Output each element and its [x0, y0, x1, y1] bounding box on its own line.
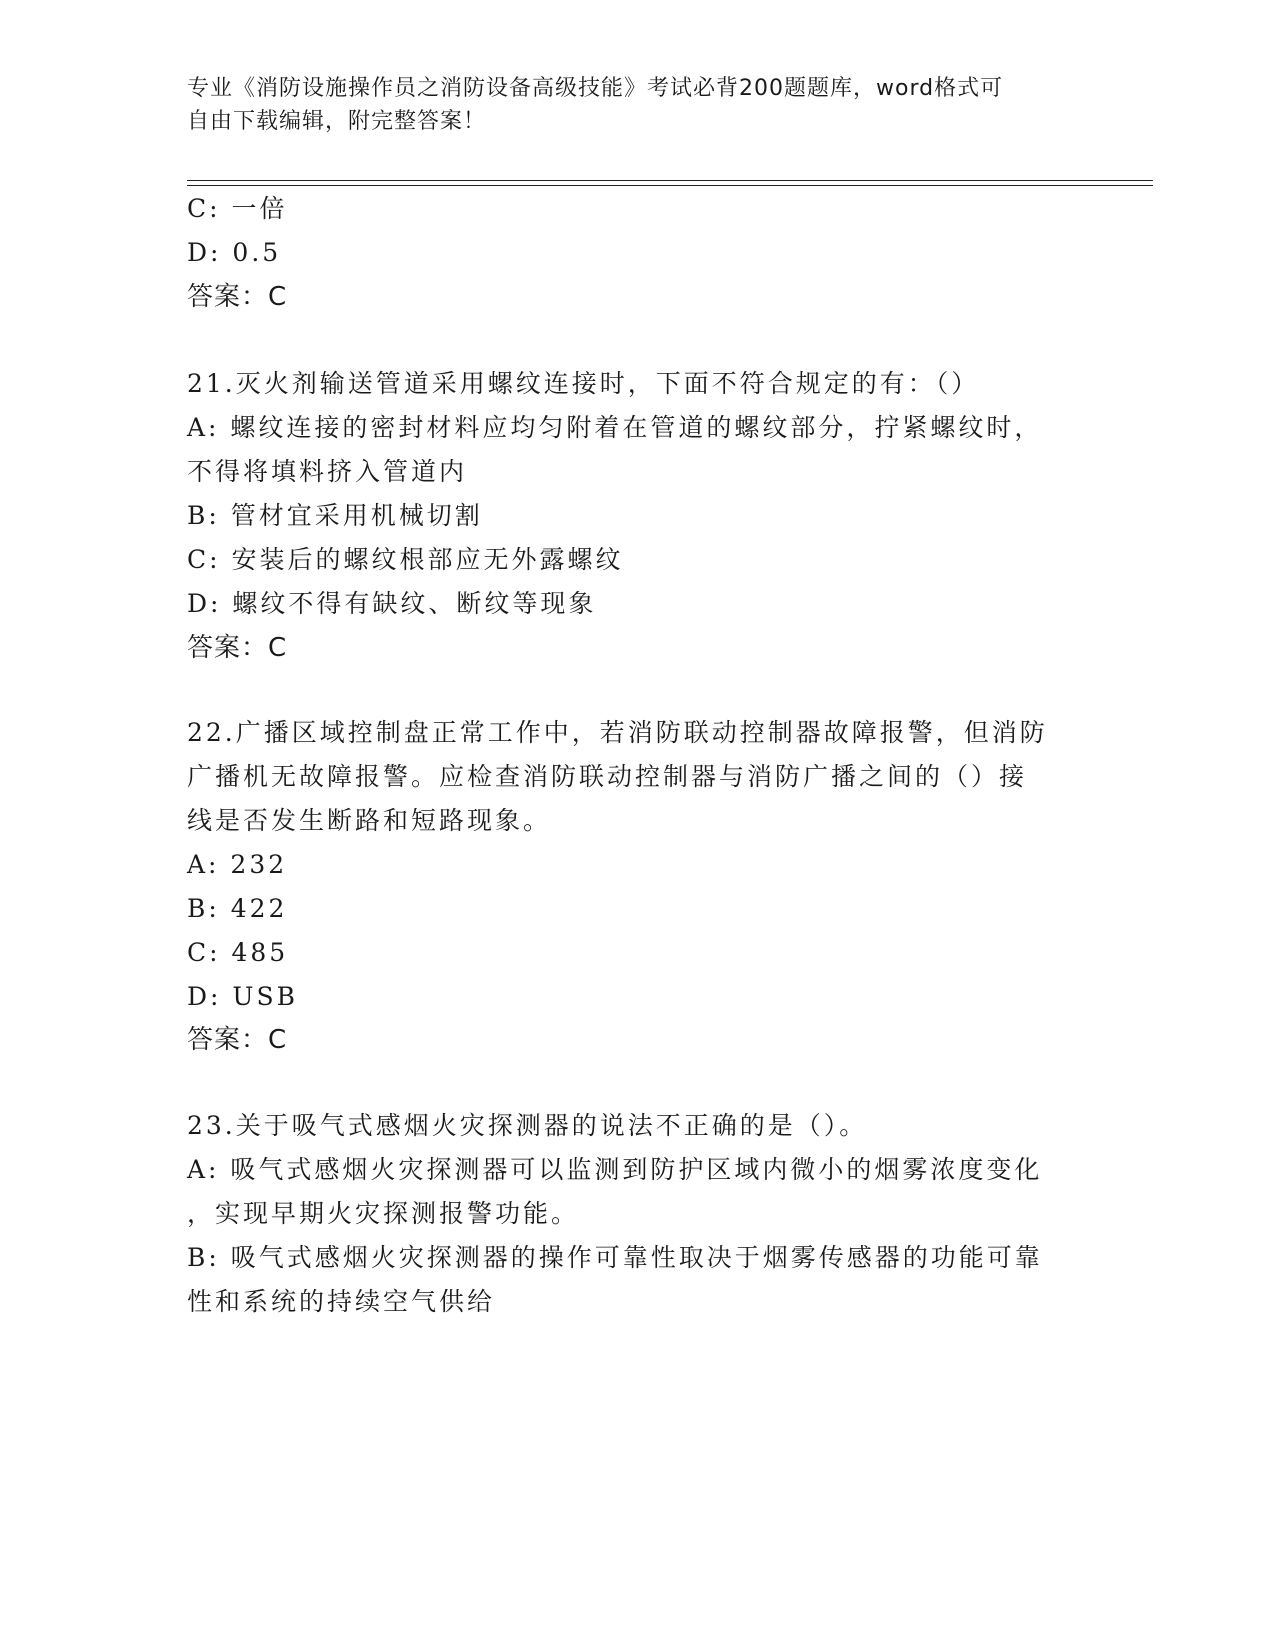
q21-option-c: C: 安装后的螺纹根部应无外露螺纹	[187, 545, 624, 574]
header-rule-top	[187, 180, 1153, 181]
q21-option-a-line-2: 不得将填料挤入管道内	[187, 457, 468, 486]
q20-option-c: C: 一倍	[187, 194, 288, 223]
header-title-line-2: 自由下载编辑，附完整答案！	[187, 109, 487, 134]
q22-option-d: D: USB	[187, 982, 298, 1011]
q21-stem: 21.灭火剂输送管道采用螺纹连接时，下面不符合规定的有：（）	[187, 369, 980, 398]
document-header	[187, 72, 1067, 138]
q22-stem-line-1: 22.广播区域控制盘正常工作中，若消防联动控制器故障报警，但消防	[187, 718, 1048, 747]
q23-option-b-line-1: B: 吸气式感烟火灾探测器的操作可靠性取决于烟雾传感器的功能可靠	[187, 1243, 1043, 1272]
q20-option-d: D: 0.5	[187, 238, 282, 267]
q22-option-c: C: 485	[187, 938, 289, 967]
q21-option-b: B: 管材宜采用机械切割	[187, 501, 483, 530]
q22-option-a: A: 232	[187, 850, 288, 879]
q22-option-b: B: 422	[187, 894, 288, 923]
q23-stem: 23.关于吸气式感烟火灾探测器的说法不正确的是（）。	[187, 1111, 868, 1140]
q22-stem-line-3: 线是否发生断路和短路现象。	[187, 806, 552, 835]
q21-option-d: D: 螺纹不得有缺纹、断纹等现象	[187, 589, 597, 618]
q21-option-a-line-1: A: 螺纹连接的密封材料应均匀附着在管道的螺纹部分，拧紧螺纹时，	[187, 413, 1043, 442]
q23-option-a-line-1: A: 吸气式感烟火灾探测器可以监测到防护区域内微小的烟雾浓度变化	[187, 1155, 1043, 1184]
q22-answer: 答案：C	[187, 1025, 288, 1055]
q21-answer: 答案：C	[187, 633, 288, 663]
q23-option-b-line-2: 性和系统的持续空气供给	[187, 1287, 496, 1316]
header-rule-bottom	[187, 185, 1153, 186]
header-title-line-1: 专业《消防设施操作员之消防设备高级技能》考试必背200题题库，word格式可	[187, 76, 1004, 101]
q22-stem-line-2: 广播机无故障报警。应检查消防联动控制器与消防广播之间的（）接	[187, 762, 1028, 791]
q23-option-a-line-2: ，实现早期火灾探测报警功能。	[187, 1199, 580, 1228]
q20-answer: 答案：C	[187, 282, 288, 312]
